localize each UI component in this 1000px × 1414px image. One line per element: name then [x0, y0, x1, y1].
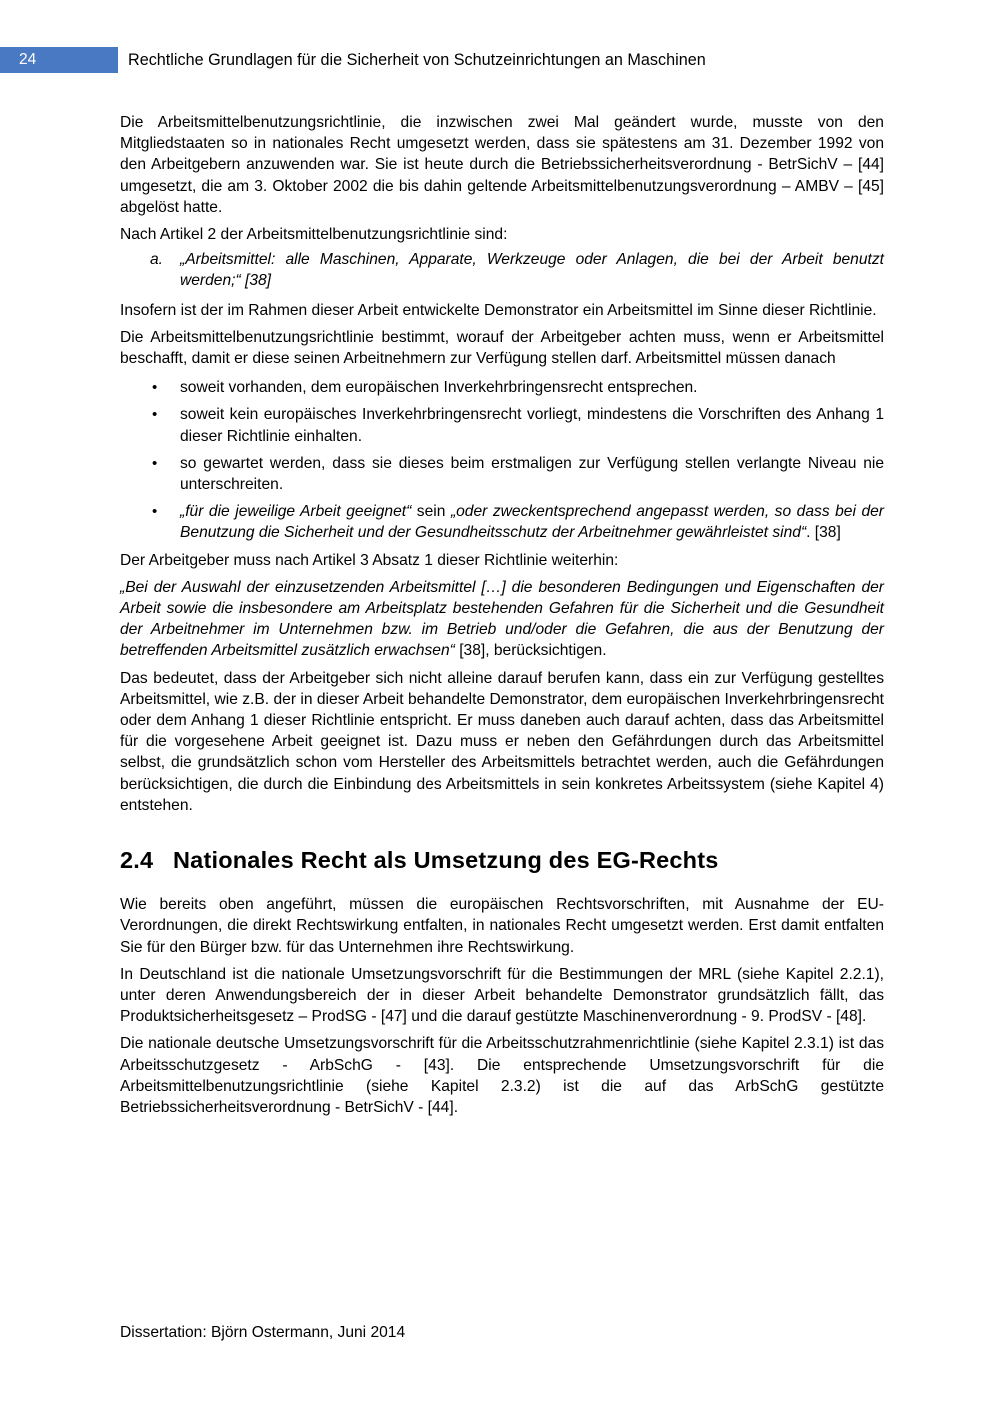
quote-paragraph	[120, 577, 884, 662]
page-number: 24	[19, 51, 37, 68]
paragraph-2: Nach Artikel 2 der Arbeitsmittelbenutzungsrichtlinie sind:	[120, 226, 508, 244]
section-title: Nationales Recht als Umsetzung des EG-Rechts	[173, 847, 719, 874]
lettered-list-item-a	[120, 249, 884, 291]
bullet-4-quote-1: „für die jeweilige Arbeit geeignet“	[180, 503, 412, 521]
bullet-item-1	[120, 377, 884, 398]
paragraph-4: Die Arbeitsmittelbenutzungsrichtlinie bestimmt, worauf der Arbeitgeber achten muss, wenn er Arbeitsmittel beschafft, damit er diese seinen Arbeitnehmern zur Verfügung stellen darf. Arbeitsmittel müssen danach	[120, 328, 884, 368]
list-marker-a: a.	[150, 251, 164, 269]
bullet-4-tail: . [38]	[806, 524, 841, 542]
bullet-item-2	[120, 404, 884, 446]
footer-text: Dissertation: Björn Ostermann, Juni 2014	[120, 1324, 406, 1341]
page-content	[120, 112, 884, 1124]
quote-italic-text: „Bei der Auswahl der einzusetzenden Arbeitsmittel […] die besonderen Bedingungen und Eigenschaften der Arbeit sowie die insbesondere am Arbeitsplatz bestehenden Gefahren für die Sicherheit und die Gesundheit der Arbeitnehmer im Unternehmen bzw. im Betrieb und/oder die Gefahren, die aus der Benutzung der betreffenden Arbeitsmittel zusätzlich erwachsen“	[120, 578, 884, 660]
bullet-2-text: soweit kein europäisches Inverkehrbringensrecht vorliegt, mindestens die Vorschriften des Anhang 1 dieser Richtlinie einhalten.	[180, 406, 884, 445]
section-heading	[120, 846, 884, 874]
paragraph-5: Der Arbeitgeber muss nach Artikel 3 Absatz 1 dieser Richtlinie weiterhin:	[120, 551, 619, 569]
bullet-1-text: soweit vorhanden, dem europäischen Inverkehrbringensrecht entsprechen.	[180, 379, 698, 397]
bullet-icon: •	[152, 454, 158, 472]
quote-tail: [38], berücksichtigen.	[454, 642, 607, 660]
bullet-item-3	[120, 453, 884, 495]
bullet-3-text: so gewartet werden, dass sie dieses beim erstmaligen zur Verfügung stellen verlangte Niveau nie unterschreiten.	[180, 454, 884, 494]
paragraph-3: Insofern ist der im Rahmen dieser Arbeit entwickelte Demonstrator ein Arbeitsmittel im Sinne dieser Richtlinie.	[120, 301, 877, 319]
bullet-icon: •	[152, 503, 158, 521]
paragraph-6: Das bedeutet, dass der Arbeitgeber sich nicht alleine darauf berufen kann, dass ein zur Verfügung gestelltes Arbeitsmittel, wie z.B. der in dieser Arbeit behandelte Demonstrator, dem europäischen Inverkehrbringensrecht oder dem Anhang 1 dieser Richtlinie entspricht. Er muss daneben auch darauf achten, dass das Arbeitsmittel für die vorgesehene Arbeit geeignet ist. Dazu muss er neben den Gefährdungen durch das Arbeitsmittel selbst, die grundsätzlich schon vom Hersteller des Arbeitsmittels betrachtet werden, auch die Gefährdungen berücksichtigen, die durch die Einbindung des Arbeitsmittels in sein konkretes Arbeitssystem (siehe Kapitel 4) entstehen.	[120, 669, 884, 814]
list-item-a-text: „Arbeitsmittel: alle Maschinen, Apparate, Werkzeuge oder Anlagen, die bei der Arbeit benutzt werden;“ [38]	[180, 251, 884, 290]
bullet-icon: •	[152, 406, 158, 424]
bullet-4-quote-2: „oder zweckentsprechend angepasst werden, so dass bei der Benutzung die Sicherheit und der Gesundheitsschutz der Arbeitnehmer gewährleistet sind“	[180, 503, 884, 542]
bullet-4-plain: sein	[411, 503, 451, 521]
bullet-item-4	[120, 501, 884, 543]
paragraph-7: Wie bereits oben angeführt, müssen die europäischen Rechtsvorschriften, mit Ausnahme der EU-Verordnungen, die direkt Rechtswirkung entfalten, in nationales Recht umgesetzt werden. Erst damit entfalten Sie für den Bürger bzw. für das Unternehmen ihre Rechtswirkung.	[120, 896, 884, 956]
bullet-list	[120, 377, 884, 543]
running-header-title: Rechtliche Grundlagen für die Sicherheit von Schutzeinrichtungen an Maschinen	[128, 51, 706, 69]
section-number: 2.4	[120, 847, 154, 874]
paragraph-1: Die Arbeitsmittelbenutzungsrichtlinie, die inzwischen zwei Mal geändert wurde, musste von den Mitgliedstaaten so in nationales Recht umgesetzt werden, dass sie spätestens am 31. Dezember 1992 von den Arbeitgebern anzuwenden war. Sie ist heute durch die Betriebssicherheitsverordnung - BetrSichV – [44] umgesetzt, die am 3. Oktober 2002 die bis dahin geltende Arbeitsmittelbenutzungsverordnung – AMBV – [45] abgelöst hatte.	[120, 114, 884, 216]
paragraph-8: In Deutschland ist die nationale Umsetzungsvorschrift für die Bestimmungen der MRL (siehe Kapitel 2.2.1), unter deren Anwendungsbereich der in dieser Arbeit behandelte Demonstrator grundsätzlich fällt, das Produktsicherheitsgesetz – ProdSG - [47] und die darauf gestützte Maschinenverordnung - 9. ProdSV - [48].	[120, 965, 884, 1026]
bullet-icon: •	[152, 379, 158, 397]
paragraph-9: Die nationale deutsche Umsetzungsvorschrift für die Arbeitsschutzrahmenrichtlinie (siehe Kapitel 2.3.1) ist das Arbeitsschutzgesetz - ArbSchG - [43]. Die entsprechende Umsetzungsvorschrift für die Arbeitsmittelbenutzungsrichtlinie (siehe Kapitel 2.3.2) ist die auf das ArbSchG gestützte Betriebssicherheitsverordnung - BetrSichV - [44].	[120, 1035, 884, 1116]
page-number-badge	[0, 47, 118, 73]
